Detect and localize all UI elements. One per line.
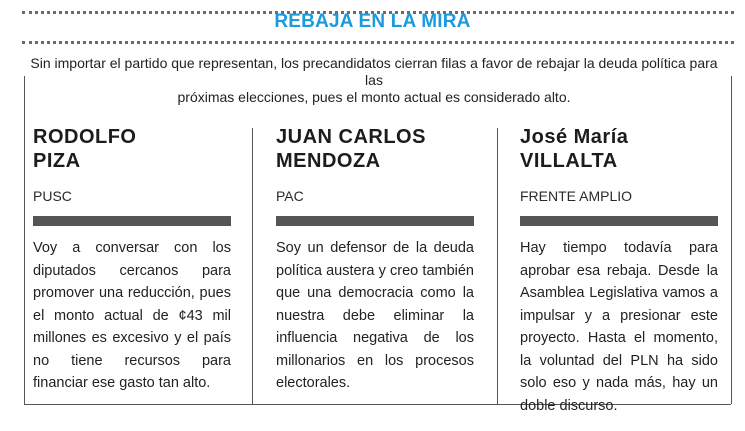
candidate-card [33,125,231,391]
candidate-name: JUAN CARLOS MENDOZA [276,126,426,172]
candidate-name: RODOLFO PIZA [33,126,137,172]
intro-line-2: próximas elecciones, pues el monto actual es considerado alto. [177,89,571,105]
column-divider [252,128,253,404]
candidate-party: PUSC [33,188,72,204]
page-title: REBAJA EN LA MIRA [274,11,471,32]
intro-text [24,55,724,106]
candidate-card [276,125,474,391]
separator-bar [33,216,231,226]
candidate-quote: Hay tiempo todavía para aprobar esa rebaja. Desde la Asamblea Legislativa vamos a impulsar y a presionar este proyecto. Hasta el momento, la voluntad del PLN ha sido solo eso y nada más, hay un doble discurso. [520,240,718,414]
intro-line-1: Sin importar el partido que representan, los precandidatos cierran filas a favor de rebajar la deuda política para las [30,55,718,88]
candidate-party: PAC [276,188,304,204]
column-divider [497,128,498,404]
candidate-quote: Soy un defensor de la deuda política austera y creo también que una democracia como la nuestra debe eliminar la influencia negativa de los millonarios en los procesos electorales. [276,240,474,391]
candidate-quote: Voy a conversar con los diputados cercanos para promover una reducción, pues el monto actual de ¢43 mil millones es excesivo y el país no tiene recursos para financiar ese gasto tan alto. [33,240,231,391]
candidate-name: José María VILLALTA [520,126,629,172]
candidate-card [520,125,718,414]
bottom-dotted-rule [22,41,734,44]
separator-bar [276,216,474,226]
frame-left-border [24,76,25,404]
frame-right-border [731,76,732,404]
candidate-party: FRENTE AMPLIO [520,188,633,204]
separator-bar [520,216,718,226]
